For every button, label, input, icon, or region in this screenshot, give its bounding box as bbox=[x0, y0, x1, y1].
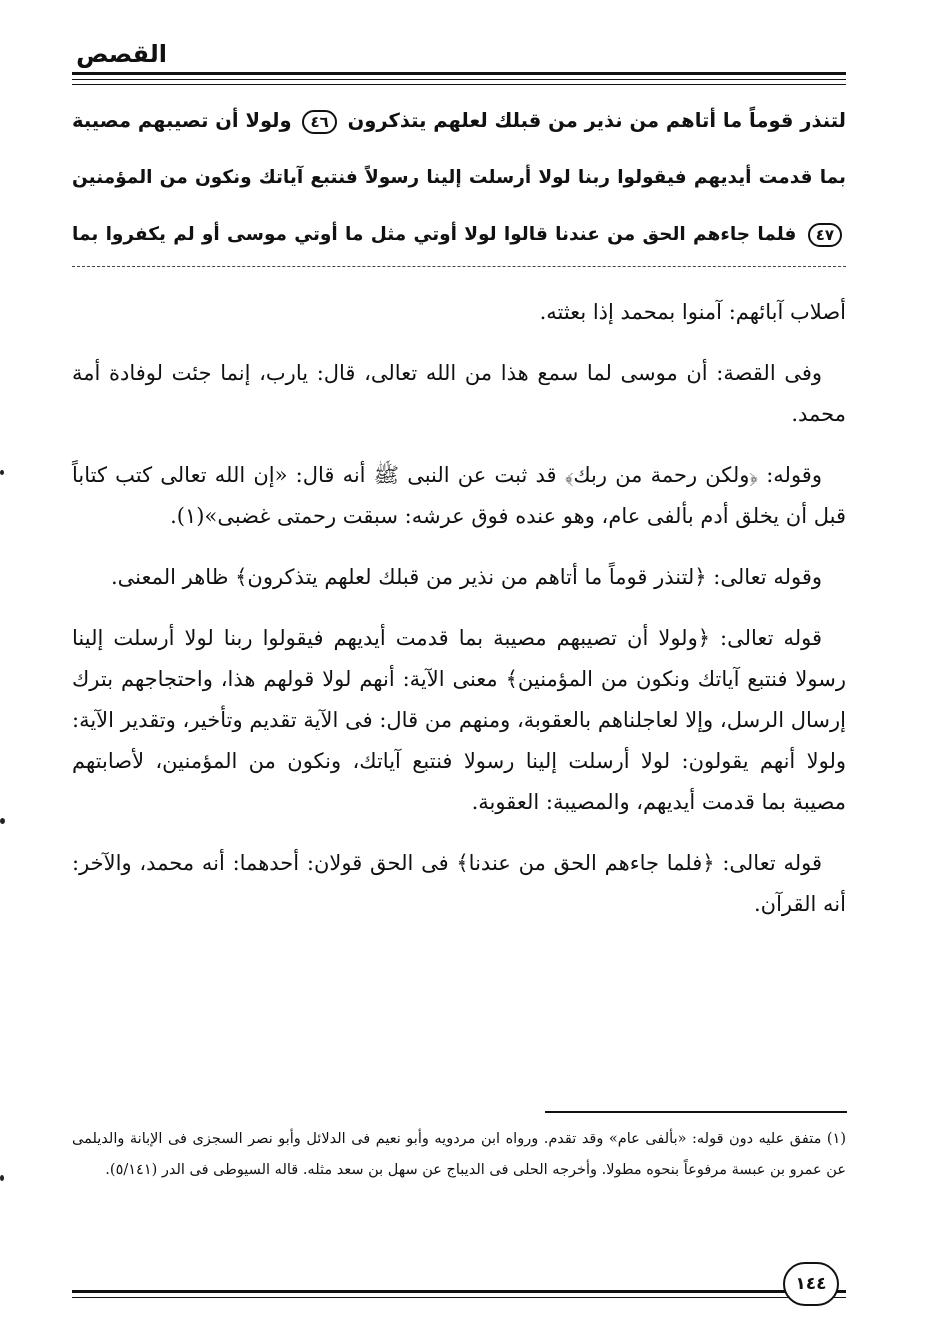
header-rule-thick bbox=[72, 72, 846, 75]
verse-line-3 bbox=[72, 206, 846, 263]
verse-line-1 bbox=[72, 92, 846, 149]
commentary-body bbox=[72, 292, 846, 945]
quran-verses-block bbox=[72, 92, 846, 263]
running-header-title: القصص bbox=[76, 40, 167, 68]
footer-rule-thin bbox=[72, 1297, 846, 1298]
verse-text: فلما جاءهم الحق من عندنا قالوا لولا أوتي مثل ما أوتي موسى أو لم يكفروا بما bbox=[72, 224, 797, 245]
verse-text: بما قدمت أيديهم فيقولوا ربنا لولا أرسلت إلينا رسولاً فنتبع آياتك ونكون من المؤمنين bbox=[72, 167, 846, 188]
footnote-separator bbox=[545, 1111, 847, 1113]
header-rule-thin-lower bbox=[72, 84, 846, 85]
paragraph: قوله تعالى: ﴿فلما جاءهم الحق من عندنا﴾ فى الحق قولان: أحدهما: أنه محمد، والآخر: أنه القرآن. bbox=[72, 851, 846, 916]
paragraph: وقوله: ﴿ولكن رحمة من ربك﴾ قد ثبت عن النبى ﷺ أنه قال: «إن الله تعالى كتب كتاباً قبل أن يخلق أدم بألفى عام، وهو عنده فوق عرشه: سبقت رحمتى غضبى»(١). bbox=[72, 463, 846, 528]
scan-speck bbox=[0, 1175, 4, 1181]
paragraph: وفى القصة: أن موسى لما سمع هذا من الله تعالى، قال: يارب، إنما جئت لوفادة أمة محمد. bbox=[72, 361, 846, 426]
paragraph: قوله تعالى: ﴿ولولا أن تصيبهم مصيبة بما قدمت أيديهم فيقولوا ربنا لولا أرسلت إلينا رسولا فنتبع آياتك ونكون من المؤمنين﴾ معنى الآية: أنهم لولا قولهم هذا، واحتجاجهم بترك إرسال الرسل، وإلا لعاجلناهم بالعقوبة، ومنهم من قال: فى الآية تقديم وتأخير، وتقدير الآية: ولولا أنهم يقولون: لولا أرسلت إلينا رسولا فنتبع آياتك، ونكون من المؤمنين، لأصابتهم مصيبة بما قدمت أيديهم، والمصيبة: العقوبة. bbox=[72, 626, 846, 814]
scan-speck bbox=[0, 818, 5, 824]
scan-speck bbox=[0, 470, 4, 475]
page-number: ١٤٤ bbox=[783, 1262, 839, 1306]
verses-divider bbox=[72, 266, 846, 267]
verse-text: ولولا أن تصيبهم مصيبة bbox=[72, 109, 292, 132]
header-rule-thin bbox=[72, 79, 846, 80]
verse-line-2 bbox=[72, 149, 846, 206]
paragraph: أصلاب آبائهم: آمنوا بمحمد إذا بعثته. bbox=[539, 300, 846, 324]
paragraph: وقوله تعالى: ﴿لتنذر قوماً ما أتاهم من نذير من قبلك لعلهم يتذكرون﴾ ظاهر المعنى. bbox=[110, 565, 822, 589]
ayah-number-marker: ٤٦ bbox=[302, 110, 336, 134]
footnote: (١) متفق عليه دون قوله: «بألفى عام» وقد تقدم. ورواه ابن مردويه وأبو نعيم فى الدلائل وأبو نصر السجزى فى الإبانة والديلمى عن عمرو بن عبسة مرفوعاً بنحوه مطولا. وأخرجه الحلى فى الديباج عن سهل بن سعد مثله. قاله السيوطى فى الدر (٥/١٤١). bbox=[72, 1131, 846, 1178]
footer-rule-thick bbox=[72, 1290, 846, 1293]
verse-text: لتنذر قوماً ما أتاهم من نذير من قبلك لعلهم يتذكرون bbox=[347, 109, 846, 132]
ayah-number-marker: ٤٧ bbox=[808, 223, 842, 247]
